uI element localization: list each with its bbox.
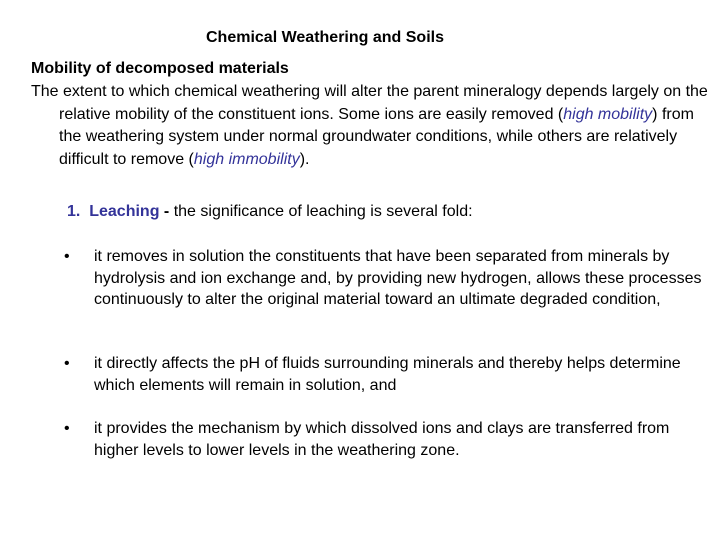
highlight-high-immobility: high immobility	[193, 150, 300, 168]
leaching-description: the significance of leaching is several fold:	[173, 203, 473, 220]
leaching-heading	[67, 203, 473, 221]
bullet-text: it provides the mechanism by which dissolved ions and clays are transferred from higher levels to lower levels in the weathering zone.	[94, 420, 670, 459]
bullet-marker: •	[64, 420, 70, 437]
bullet-item	[64, 353, 704, 396]
section-heading: Mobility of decomposed materials	[31, 60, 289, 77]
bullet-text: it directly affects the pH of fluids surrounding minerals and thereby helps determine which elements will remain in solution, and	[94, 355, 681, 394]
slide-title: Chemical Weathering and Soils	[206, 29, 444, 46]
leaching-term: Leaching	[89, 203, 160, 220]
intro-paragraph	[31, 81, 719, 171]
intro-text-part-3: ).	[299, 150, 310, 168]
intro-text-part-2: ) from the weathering system under normal groundwater conditions, while others are relatively difficult to remove (	[59, 105, 694, 168]
list-number: 1.	[67, 203, 81, 220]
leaching-dash: -	[163, 203, 170, 220]
intro-text-part-1: The extent to which chemical weathering will alter the parent mineralogy depends largely on the relative mobility of the constituent ions. Some ions are easily removed (	[31, 83, 708, 123]
bullet-marker: •	[64, 355, 70, 372]
bullet-item	[64, 418, 704, 461]
bullet-marker: •	[64, 248, 70, 265]
highlight-high-mobility: high mobility	[563, 105, 653, 123]
bullet-text: it removes in solution the constituents that have been separated from minerals by hydrolysis and ion exchange and, by providing new hydrogen, allows these processes continuously to alter the original material toward an ultimate degraded condition,	[94, 248, 702, 308]
bullet-item	[64, 246, 704, 311]
